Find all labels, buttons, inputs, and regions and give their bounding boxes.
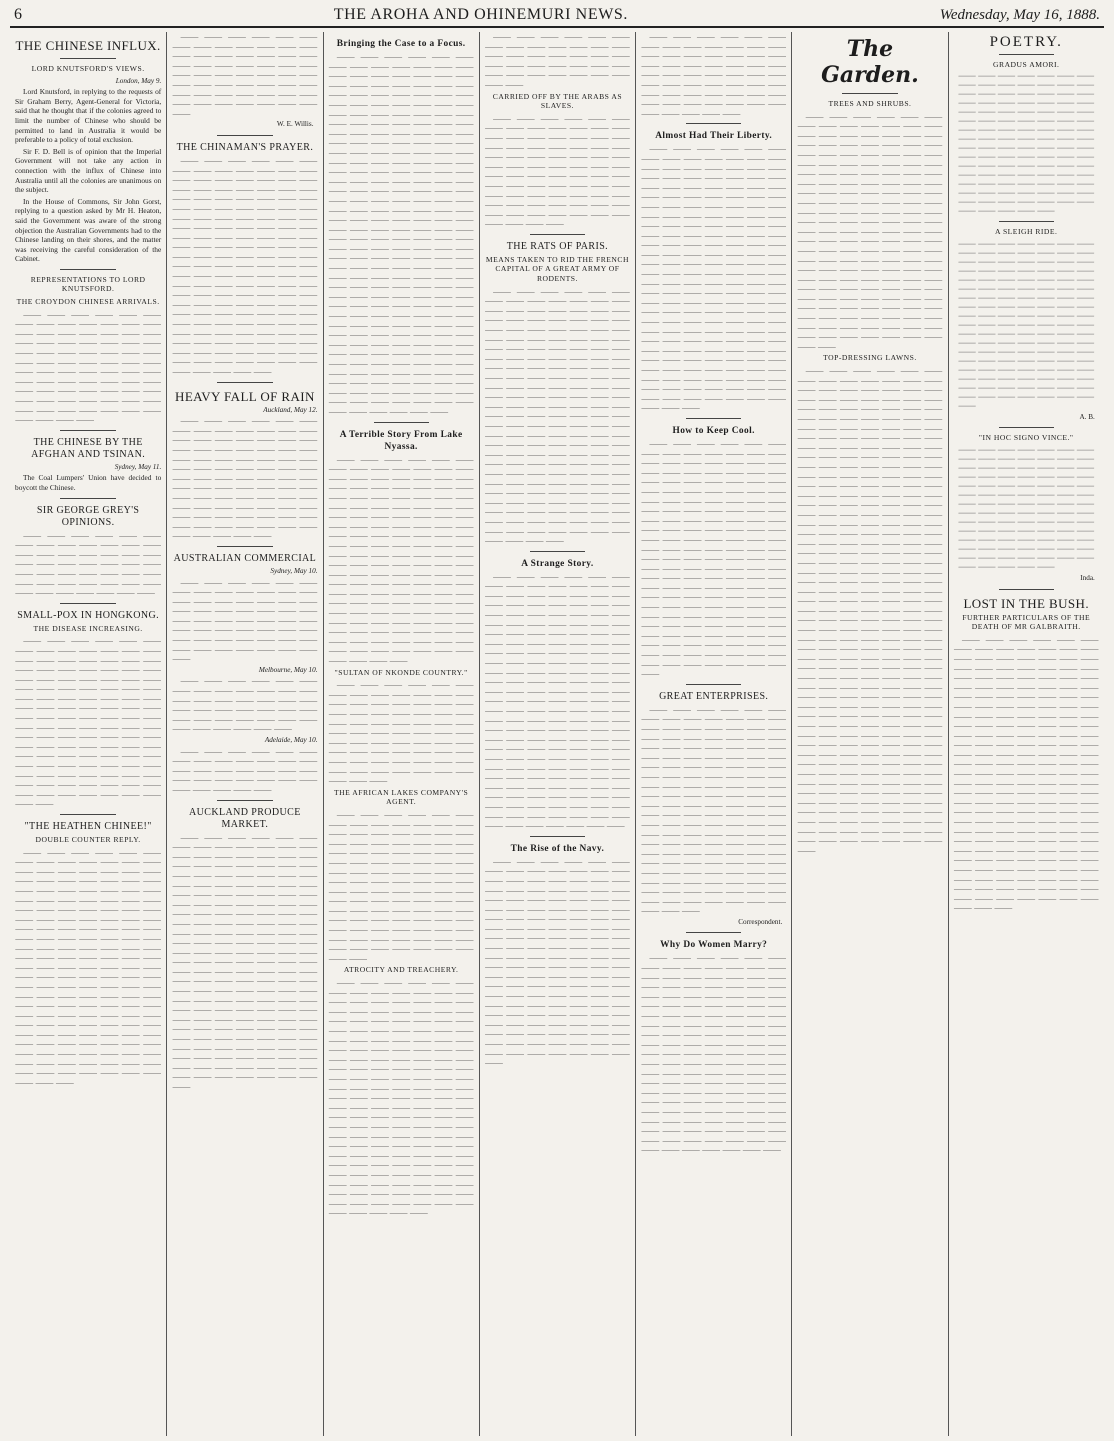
divider: [842, 93, 897, 94]
divider: [217, 382, 272, 383]
article-paragraph: ⸻ ⸻ ⸻ ⸻ ⸻ ⸻ ⸻ ⸻ ⸻ ⸻ ⸻ ⸻ ⸻ ⸻ ⸻ ⸻ ⸻ ⸻ ⸻ ⸻ ⸻ ⸻ ⸻ ⸻ ⸻ ⸻ ⸻ ⸻ ⸻ ⸻ ⸻ ⸻ ⸻ ⸻ ⸻ ⸻ ⸻ ⸻ ⸻ ⸻ ⸻ ⸻ ⸻ ⸻ ⸻ ⸻ ⸻ ⸻ ⸻ ⸻ ⸻ ⸻ ⸻ ⸻ ⸻ ⸻ ⸻ ⸻ ⸻ ⸻ ⸻ ⸻ ⸻ ⸻ ⸻ ⸻ ⸻ ⸻ ⸻ ⸻ ⸻ ⸻ ⸻ ⸻ ⸻ ⸻ ⸻ ⸻ ⸻ ⸻ ⸻ ⸻ ⸻ ⸻ ⸻ ⸻ ⸻ ⸻ ⸻ ⸻ ⸻ ⸻ ⸻ ⸻ ⸻ ⸻ ⸻ ⸻ ⸻ ⸻ ⸻ ⸻ ⸻ ⸻ ⸻ ⸻ ⸻ ⸻ ⸻ ⸻ ⸻ ⸻ ⸻ ⸻ ⸻ ⸻ ⸻ ⸻ ⸻ ⸻ ⸻ ⸻ ⸻ ⸻ ⸻ ⸻ ⸻ ⸻ ⸻ ⸻ ⸻ ⸻ ⸻ ⸻ ⸻ ⸻ ⸻ ⸻ ⸻ ⸻ ⸻ ⸻ ⸻ ⸻ ⸻ ⸻ ⸻ ⸻ ⸻ ⸻ ⸻ ⸻ ⸻ ⸻ ⸻ ⸻ ⸻ ⸻ ⸻ ⸻ ⸻ ⸻ ⸻ ⸻ ⸻ ⸻ ⸻ ⸻ ⸻ ⸻ ⸻ ⸻ ⸻ ⸻ ⸻ ⸻ ⸻ ⸻ ⸻ ⸻ ⸻ ⸻: [172, 832, 318, 1091]
section-title-garden: The Garden.: [821, 36, 919, 88]
column-4: [479, 32, 635, 1436]
poem-verse: ⸻ ⸻ ⸻ ⸻ ⸻ ⸻ ⸻ ⸻ ⸻ ⸻ ⸻ ⸻ ⸻ ⸻ ⸻ ⸻ ⸻ ⸻ ⸻ ⸻ ⸻ ⸻ ⸻ ⸻ ⸻ ⸻ ⸻ ⸻ ⸻ ⸻ ⸻ ⸻ ⸻ ⸻ ⸻ ⸻ ⸻ ⸻ ⸻ ⸻ ⸻ ⸻ ⸻ ⸻ ⸻ ⸻ ⸻ ⸻ ⸻ ⸻ ⸻ ⸻ ⸻ ⸻ ⸻ ⸻ ⸻ ⸻ ⸻ ⸻ ⸻ ⸻ ⸻ ⸻ ⸻ ⸻ ⸻ ⸻ ⸻ ⸻ ⸻ ⸻ ⸻ ⸻ ⸻ ⸻ ⸻ ⸻ ⸻ ⸻ ⸻ ⸻ ⸻ ⸻ ⸻ ⸻ ⸻ ⸻ ⸻ ⸻ ⸻ ⸻ ⸻ ⸻ ⸻ ⸻ ⸻ ⸻ ⸻ ⸻ ⸻ ⸻ ⸻ ⸻ ⸻ ⸻ ⸻ ⸻ ⸻ ⸻: [957, 72, 1094, 216]
divider: [60, 814, 116, 815]
divider: [60, 603, 116, 604]
headline-bringing-case: Bringing the Case to a Focus.: [336, 39, 466, 49]
headline-strange-story: A Strange Story.: [521, 558, 594, 569]
article-paragraph: ⸻ ⸻ ⸻ ⸻ ⸻ ⸻ ⸻ ⸻ ⸻ ⸻ ⸻ ⸻ ⸻ ⸻ ⸻ ⸻ ⸻ ⸻ ⸻ ⸻ ⸻ ⸻ ⸻ ⸻ ⸻ ⸻ ⸻ ⸻ ⸻ ⸻ ⸻ ⸻: [172, 746, 318, 794]
divider: [60, 498, 116, 499]
paper-title: THE AROHA AND OHINEMURI NEWS.: [333, 6, 629, 23]
poem-title-sleigh-ride: A SLEIGH RIDE.: [994, 227, 1058, 237]
poem-verse: ⸻ ⸻ ⸻ ⸻ ⸻ ⸻ ⸻ ⸻ ⸻ ⸻ ⸻ ⸻ ⸻ ⸻ ⸻ ⸻ ⸻ ⸻ ⸻ ⸻ ⸻ ⸻ ⸻ ⸻ ⸻ ⸻ ⸻ ⸻ ⸻ ⸻ ⸻ ⸻ ⸻ ⸻ ⸻ ⸻ ⸻ ⸻ ⸻ ⸻ ⸻ ⸻ ⸻ ⸻ ⸻ ⸻ ⸻ ⸻ ⸻ ⸻ ⸻ ⸻ ⸻ ⸻ ⸻ ⸻ ⸻ ⸻ ⸻ ⸻ ⸻ ⸻ ⸻ ⸻ ⸻ ⸻ ⸻ ⸻ ⸻ ⸻ ⸻ ⸻ ⸻ ⸻ ⸻ ⸻ ⸻ ⸻ ⸻ ⸻ ⸻ ⸻ ⸻ ⸻ ⸻ ⸻ ⸻ ⸻ ⸻ ⸻ ⸻ ⸻ ⸻ ⸻ ⸻ ⸻ ⸻ ⸻ ⸻ ⸻ ⸻ ⸻ ⸻ ⸻ ⸻ ⸻ ⸻ ⸻ ⸻ ⸻ ⸻ ⸻ ⸻ ⸻ ⸻ ⸻ ⸻ ⸻ ⸻ ⸻ ⸻ ⸻ ⸻ ⸻ ⸻ ⸻ ⸻: [957, 239, 1094, 410]
article-paragraph: ⸻ ⸻ ⸻ ⸻ ⸻ ⸻ ⸻ ⸻ ⸻ ⸻ ⸻ ⸻ ⸻ ⸻ ⸻ ⸻ ⸻ ⸻ ⸻ ⸻ ⸻ ⸻ ⸻ ⸻ ⸻ ⸻ ⸻ ⸻ ⸻ ⸻ ⸻ ⸻ ⸻ ⸻ ⸻ ⸻ ⸻ ⸻ ⸻ ⸻ ⸻ ⸻ ⸻ ⸻ ⸻ ⸻ ⸻ ⸻ ⸻ ⸻ ⸻ ⸻ ⸻ ⸻ ⸻ ⸻ ⸻ ⸻ ⸻ ⸻ ⸻ ⸻ ⸻ ⸻ ⸻ ⸻ ⸻ ⸻ ⸻ ⸻ ⸻ ⸻ ⸻ ⸻ ⸻ ⸻ ⸻ ⸻ ⸻ ⸻ ⸻ ⸻ ⸻ ⸻ ⸻ ⸻ ⸻ ⸻ ⸻ ⸻ ⸻ ⸻ ⸻ ⸻ ⸻ ⸻ ⸻ ⸻ ⸻ ⸻ ⸻ ⸻ ⸻ ⸻ ⸻ ⸻ ⸻ ⸻ ⸻ ⸻ ⸻ ⸻ ⸻ ⸻ ⸻ ⸻ ⸻ ⸻ ⸻ ⸻ ⸻ ⸻ ⸻ ⸻ ⸻ ⸻ ⸻ ⸻ ⸻ ⸻ ⸻ ⸻ ⸻ ⸻ ⸻ ⸻ ⸻ ⸻ ⸻ ⸻ ⸻ ⸻ ⸻ ⸻ ⸻ ⸻ ⸻: [484, 856, 631, 1068]
dateline: Adelaide, May 10.: [264, 736, 318, 744]
subheading-lakes-company: THE AFRICAN LAKES COMPANY'S AGENT.: [334, 787, 469, 807]
article-paragraph: ⸻ ⸻ ⸻ ⸻ ⸻ ⸻ ⸻ ⸻ ⸻ ⸻ ⸻ ⸻ ⸻ ⸻ ⸻ ⸻ ⸻ ⸻ ⸻ ⸻ ⸻ ⸻ ⸻ ⸻ ⸻ ⸻ ⸻ ⸻ ⸻ ⸻ ⸻ ⸻ ⸻ ⸻ ⸻ ⸻ ⸻ ⸻ ⸻ ⸻ ⸻ ⸻ ⸻ ⸻ ⸻ ⸻ ⸻ ⸻ ⸻ ⸻ ⸻ ⸻ ⸻ ⸻ ⸻ ⸻ ⸻ ⸻ ⸻ ⸻ ⸻ ⸻ ⸻ ⸻ ⸻ ⸻ ⸻ ⸻ ⸻ ⸻ ⸻ ⸻ ⸻ ⸻ ⸻ ⸻ ⸻ ⸻ ⸻ ⸻: [484, 113, 631, 229]
headline-chinese-influx: THE CHINESE INFLUX.: [15, 38, 161, 53]
article-paragraph: ⸻ ⸻ ⸻ ⸻ ⸻ ⸻ ⸻ ⸻ ⸻ ⸻ ⸻ ⸻ ⸻ ⸻ ⸻ ⸻ ⸻ ⸻ ⸻ ⸻ ⸻ ⸻ ⸻ ⸻ ⸻ ⸻ ⸻ ⸻ ⸻ ⸻ ⸻ ⸻ ⸻ ⸻ ⸻ ⸻ ⸻ ⸻ ⸻ ⸻ ⸻ ⸻ ⸻ ⸻ ⸻ ⸻ ⸻ ⸻ ⸻ ⸻ ⸻ ⸻ ⸻ ⸻ ⸻ ⸻: [172, 577, 318, 664]
article-paragraph: ⸻ ⸻ ⸻ ⸻ ⸻ ⸻ ⸻ ⸻ ⸻ ⸻ ⸻ ⸻ ⸻ ⸻ ⸻ ⸻ ⸻ ⸻ ⸻ ⸻ ⸻ ⸻ ⸻ ⸻ ⸻ ⸻ ⸻ ⸻ ⸻ ⸻ ⸻ ⸻ ⸻ ⸻ ⸻ ⸻ ⸻ ⸻ ⸻ ⸻ ⸻ ⸻ ⸻ ⸻ ⸻ ⸻ ⸻ ⸻ ⸻ ⸻ ⸻ ⸻ ⸻ ⸻ ⸻ ⸻ ⸻ ⸻ ⸻ ⸻ ⸻ ⸻ ⸻ ⸻ ⸻ ⸻ ⸻ ⸻ ⸻ ⸻ ⸻ ⸻ ⸻ ⸻ ⸻ ⸻ ⸻ ⸻ ⸻ ⸻: [15, 309, 162, 425]
headline-women-marry: Why Do Women Marry?: [660, 940, 768, 951]
divider: [686, 418, 741, 419]
article-paragraph: ⸻ ⸻ ⸻ ⸻ ⸻ ⸻ ⸻ ⸻ ⸻ ⸻ ⸻ ⸻ ⸻ ⸻ ⸻ ⸻ ⸻ ⸻ ⸻ ⸻ ⸻ ⸻ ⸻ ⸻ ⸻ ⸻ ⸻ ⸻ ⸻ ⸻ ⸻ ⸻ ⸻ ⸻ ⸻ ⸻ ⸻ ⸻ ⸻ ⸻ ⸻ ⸻ ⸻ ⸻ ⸻ ⸻ ⸻ ⸻ ⸻ ⸻ ⸻ ⸻ ⸻ ⸻ ⸻ ⸻ ⸻ ⸻ ⸻ ⸻ ⸻ ⸻ ⸻ ⸻ ⸻ ⸻ ⸻ ⸻ ⸻ ⸻ ⸻ ⸻ ⸻ ⸻ ⸻ ⸻ ⸻ ⸻ ⸻ ⸻ ⸻ ⸻ ⸻ ⸻ ⸻ ⸻ ⸻ ⸻ ⸻ ⸻ ⸻ ⸻ ⸻ ⸻ ⸻ ⸻ ⸻ ⸻ ⸻ ⸻ ⸻ ⸻ ⸻ ⸻ ⸻ ⸻ ⸻ ⸻ ⸻ ⸻ ⸻ ⸻ ⸻ ⸻ ⸻ ⸻ ⸻ ⸻ ⸻ ⸻ ⸻ ⸻ ⸻ ⸻ ⸻ ⸻ ⸻ ⸻ ⸻ ⸻ ⸻ ⸻ ⸻ ⸻ ⸻ ⸻ ⸻ ⸻ ⸻ ⸻ ⸻ ⸻ ⸻ ⸻ ⸻ ⸻ ⸻ ⸻ ⸻ ⸻ ⸻ ⸻ ⸻ ⸻ ⸻ ⸻ ⸻ ⸻ ⸻ ⸻ ⸻ ⸻ ⸻ ⸻ ⸻ ⸻ ⸻ ⸻ ⸻ ⸻: [15, 847, 162, 1087]
signature: Inda.: [1080, 573, 1095, 582]
article-paragraph: ⸻ ⸻ ⸻ ⸻ ⸻ ⸻ ⸻ ⸻ ⸻ ⸻ ⸻ ⸻ ⸻ ⸻ ⸻ ⸻ ⸻ ⸻ ⸻ ⸻ ⸻ ⸻ ⸻ ⸻ ⸻ ⸻ ⸻ ⸻ ⸻ ⸻ ⸻ ⸻ ⸻ ⸻ ⸻ ⸻ ⸻ ⸻ ⸻ ⸻ ⸻ ⸻ ⸻ ⸻ ⸻ ⸻ ⸻ ⸻ ⸻ ⸻ ⸻ ⸻ ⸻ ⸻ ⸻ ⸻ ⸻ ⸻ ⸻ ⸻ ⸻ ⸻ ⸻ ⸻ ⸻ ⸻ ⸻ ⸻ ⸻ ⸻ ⸻ ⸻ ⸻ ⸻ ⸻ ⸻ ⸻ ⸻ ⸻ ⸻ ⸻ ⸻ ⸻ ⸻ ⸻ ⸻ ⸻ ⸻ ⸻ ⸻ ⸻ ⸻ ⸻ ⸻ ⸻ ⸻ ⸻ ⸻ ⸻ ⸻ ⸻ ⸻ ⸻ ⸻ ⸻ ⸻ ⸻ ⸻ ⸻ ⸻ ⸻ ⸻ ⸻ ⸻ ⸻ ⸻ ⸻ ⸻ ⸻ ⸻ ⸻ ⸻ ⸻ ⸻ ⸻ ⸻ ⸻ ⸻ ⸻ ⸻ ⸻ ⸻ ⸻ ⸻ ⸻ ⸻ ⸻ ⸻ ⸻ ⸻ ⸻ ⸻ ⸻ ⸻ ⸻ ⸻ ⸻ ⸻ ⸻: [641, 704, 787, 916]
article-paragraph: ⸻ ⸻ ⸻ ⸻ ⸻ ⸻ ⸻ ⸻ ⸻ ⸻ ⸻ ⸻ ⸻ ⸻ ⸻ ⸻ ⸻ ⸻ ⸻ ⸻ ⸻ ⸻ ⸻ ⸻ ⸻ ⸻ ⸻ ⸻ ⸻ ⸻ ⸻ ⸻ ⸻ ⸻ ⸻ ⸻ ⸻ ⸻ ⸻ ⸻: [172, 676, 318, 734]
dateline: Auckland, May 12.: [263, 405, 318, 414]
headline-rats-of-paris: THE RATS OF PARIS.: [506, 240, 609, 252]
subheading-atrocity: ATROCITY AND TREACHERY.: [343, 965, 459, 975]
article-paragraph: ⸻ ⸻ ⸻ ⸻ ⸻ ⸻ ⸻ ⸻ ⸻ ⸻ ⸻ ⸻ ⸻ ⸻ ⸻ ⸻ ⸻ ⸻ ⸻ ⸻ ⸻ ⸻ ⸻ ⸻ ⸻ ⸻ ⸻ ⸻ ⸻ ⸻ ⸻ ⸻ ⸻ ⸻ ⸻ ⸻ ⸻ ⸻ ⸻ ⸻ ⸻ ⸻ ⸻ ⸻ ⸻ ⸻ ⸻ ⸻ ⸻ ⸻ ⸻ ⸻ ⸻ ⸻ ⸻ ⸻ ⸻ ⸻ ⸻ ⸻ ⸻ ⸻ ⸻ ⸻ ⸻ ⸻ ⸻ ⸻ ⸻ ⸻ ⸻ ⸻ ⸻ ⸻ ⸻ ⸻ ⸻ ⸻ ⸻ ⸻ ⸻ ⸻ ⸻ ⸻ ⸻ ⸻ ⸻ ⸻ ⸻ ⸻ ⸻ ⸻ ⸻ ⸻ ⸻ ⸻ ⸻ ⸻ ⸻ ⸻ ⸻ ⸻ ⸻ ⸻ ⸻ ⸻ ⸻ ⸻ ⸻ ⸻ ⸻ ⸻ ⸻ ⸻ ⸻ ⸻ ⸻ ⸻ ⸻ ⸻ ⸻ ⸻ ⸻ ⸻ ⸻ ⸻ ⸻ ⸻ ⸻ ⸻ ⸻ ⸻ ⸻ ⸻ ⸻ ⸻ ⸻ ⸻ ⸻ ⸻ ⸻ ⸻ ⸻ ⸻ ⸻ ⸻ ⸻ ⸻ ⸻ ⸻ ⸻ ⸻ ⸻ ⸻ ⸻ ⸻ ⸻ ⸻ ⸻ ⸻ ⸻ ⸻ ⸻ ⸻ ⸻ ⸻ ⸻ ⸻ ⸻ ⸻ ⸻ ⸻ ⸻ ⸻ ⸻ ⸻ ⸻ ⸻ ⸻ ⸻ ⸻ ⸻ ⸻ ⸻ ⸻: [484, 286, 631, 546]
article-paragraph: ⸻ ⸻ ⸻ ⸻ ⸻ ⸻ ⸻ ⸻ ⸻ ⸻ ⸻ ⸻ ⸻ ⸻ ⸻ ⸻ ⸻ ⸻ ⸻ ⸻ ⸻ ⸻ ⸻ ⸻ ⸻ ⸻ ⸻ ⸻ ⸻ ⸻ ⸻ ⸻ ⸻ ⸻ ⸻ ⸻ ⸻ ⸻ ⸻ ⸻ ⸻ ⸻ ⸻ ⸻ ⸻ ⸻ ⸻ ⸻ ⸻ ⸻ ⸻ ⸻ ⸻ ⸻ ⸻ ⸻ ⸻ ⸻ ⸻ ⸻ ⸻ ⸻ ⸻ ⸻ ⸻ ⸻ ⸻ ⸻ ⸻ ⸻ ⸻ ⸻ ⸻ ⸻ ⸻ ⸻ ⸻ ⸻ ⸻ ⸻ ⸻ ⸻ ⸻ ⸻ ⸻ ⸻ ⸻ ⸻ ⸻ ⸻ ⸻ ⸻ ⸻ ⸻ ⸻ ⸻ ⸻ ⸻ ⸻ ⸻ ⸻ ⸻ ⸻ ⸻ ⸻ ⸻ ⸻ ⸻ ⸻ ⸻ ⸻ ⸻ ⸻ ⸻ ⸻ ⸻ ⸻ ⸻ ⸻ ⸻ ⸻ ⸻ ⸻ ⸻ ⸻ ⸻ ⸻ ⸻ ⸻ ⸻ ⸻ ⸻ ⸻ ⸻ ⸻ ⸻ ⸻ ⸻ ⸻ ⸻ ⸻ ⸻ ⸻ ⸻ ⸻ ⸻ ⸻ ⸻ ⸻ ⸻ ⸻ ⸻ ⸻ ⸻ ⸻ ⸻ ⸻ ⸻ ⸻ ⸻ ⸻ ⸻ ⸻ ⸻ ⸻ ⸻ ⸻ ⸻: [641, 438, 787, 679]
headline-chinaman-prayer: THE CHINAMAN'S PRAYER.: [176, 141, 314, 153]
subheading-counter-reply: DOUBLE COUNTER REPLY.: [35, 835, 141, 844]
divider: [530, 551, 585, 552]
subheading-croydon: THE CROYDON CHINESE ARRIVALS.: [16, 297, 160, 307]
subheading-galbraith: FURTHER PARTICULARS OF THE DEATH OF MR GALBRAITH.: [962, 612, 1091, 632]
article-paragraph: ⸻ ⸻ ⸻ ⸻ ⸻ ⸻ ⸻ ⸻ ⸻ ⸻ ⸻ ⸻ ⸻ ⸻ ⸻ ⸻ ⸻ ⸻ ⸻ ⸻ ⸻ ⸻ ⸻ ⸻ ⸻ ⸻ ⸻ ⸻ ⸻ ⸻ ⸻ ⸻ ⸻ ⸻ ⸻ ⸻: [484, 32, 631, 89]
poem-verse: ⸻ ⸻ ⸻ ⸻ ⸻ ⸻ ⸻ ⸻ ⸻ ⸻ ⸻ ⸻ ⸻ ⸻ ⸻ ⸻ ⸻ ⸻ ⸻ ⸻ ⸻ ⸻ ⸻ ⸻ ⸻ ⸻ ⸻ ⸻ ⸻ ⸻ ⸻ ⸻ ⸻ ⸻ ⸻ ⸻ ⸻ ⸻ ⸻ ⸻ ⸻ ⸻ ⸻ ⸻ ⸻ ⸻ ⸻ ⸻ ⸻ ⸻ ⸻ ⸻ ⸻ ⸻ ⸻ ⸻ ⸻ ⸻ ⸻ ⸻ ⸻ ⸻ ⸻ ⸻ ⸻ ⸻ ⸻ ⸻ ⸻ ⸻ ⸻ ⸻ ⸻ ⸻ ⸻ ⸻ ⸻ ⸻ ⸻ ⸻ ⸻ ⸻ ⸻ ⸻ ⸻ ⸻ ⸻ ⸻ ⸻ ⸻ ⸻ ⸻ ⸻ ⸻ ⸻ ⸻: [957, 445, 1094, 571]
subheading-top-dressing: TOP-DRESSING LAWNS.: [823, 353, 917, 363]
article-paragraph: ⸻ ⸻ ⸻ ⸻ ⸻ ⸻ ⸻ ⸻ ⸻ ⸻ ⸻ ⸻ ⸻ ⸻ ⸻ ⸻ ⸻ ⸻ ⸻ ⸻ ⸻ ⸻ ⸻ ⸻ ⸻ ⸻ ⸻ ⸻ ⸻ ⸻ ⸻ ⸻ ⸻ ⸻ ⸻ ⸻ ⸻ ⸻ ⸻ ⸻ ⸻ ⸻ ⸻ ⸻ ⸻ ⸻ ⸻ ⸻: [15, 530, 162, 598]
divider: [686, 123, 741, 124]
divider: [999, 54, 1054, 55]
article-paragraph: ⸻ ⸻ ⸻ ⸻ ⸻ ⸻ ⸻ ⸻ ⸻ ⸻ ⸻ ⸻ ⸻ ⸻ ⸻ ⸻ ⸻ ⸻ ⸻ ⸻ ⸻ ⸻ ⸻ ⸻ ⸻ ⸻ ⸻ ⸻ ⸻ ⸻ ⸻ ⸻ ⸻ ⸻ ⸻ ⸻ ⸻ ⸻ ⸻ ⸻ ⸻ ⸻ ⸻ ⸻ ⸻ ⸻ ⸻ ⸻ ⸻ ⸻ ⸻ ⸻ ⸻ ⸻ ⸻ ⸻ ⸻ ⸻ ⸻ ⸻ ⸻ ⸻ ⸻ ⸻ ⸻ ⸻ ⸻ ⸻ ⸻ ⸻ ⸻ ⸻ ⸻ ⸻ ⸻ ⸻ ⸻ ⸻ ⸻ ⸻ ⸻ ⸻ ⸻ ⸻ ⸻ ⸻ ⸻ ⸻ ⸻ ⸻ ⸻ ⸻ ⸻ ⸻ ⸻ ⸻ ⸻ ⸻ ⸻ ⸻ ⸻ ⸻ ⸻ ⸻ ⸻ ⸻ ⸻ ⸻ ⸻ ⸻ ⸻ ⸻ ⸻ ⸻ ⸻ ⸻ ⸻ ⸻ ⸻ ⸻ ⸻ ⸻ ⸻ ⸻ ⸻ ⸻ ⸻ ⸻ ⸻ ⸻ ⸻ ⸻ ⸻ ⸻ ⸻ ⸻ ⸻ ⸻ ⸻ ⸻ ⸻ ⸻ ⸻ ⸻ ⸻ ⸻ ⸻ ⸻ ⸻ ⸻ ⸻ ⸻ ⸻ ⸻ ⸻ ⸻ ⸻ ⸻ ⸻ ⸻ ⸻ ⸻ ⸻ ⸻ ⸻ ⸻ ⸻ ⸻ ⸻: [797, 111, 943, 351]
article-paragraph: ⸻ ⸻ ⸻ ⸻ ⸻ ⸻ ⸻ ⸻ ⸻ ⸻ ⸻ ⸻ ⸻ ⸻ ⸻ ⸻ ⸻ ⸻ ⸻ ⸻ ⸻ ⸻ ⸻ ⸻ ⸻ ⸻ ⸻ ⸻ ⸻ ⸻ ⸻ ⸻ ⸻ ⸻ ⸻ ⸻ ⸻ ⸻ ⸻ ⸻ ⸻ ⸻ ⸻ ⸻ ⸻ ⸻ ⸻ ⸻ ⸻ ⸻ ⸻ ⸻ ⸻ ⸻ ⸻ ⸻ ⸻ ⸻ ⸻ ⸻ ⸻ ⸻ ⸻ ⸻ ⸻ ⸻ ⸻ ⸻ ⸻ ⸻ ⸻ ⸻ ⸻ ⸻ ⸻ ⸻ ⸻ ⸻ ⸻ ⸻ ⸻ ⸻ ⸻ ⸻ ⸻ ⸻ ⸻ ⸻ ⸻ ⸻ ⸻ ⸻ ⸻ ⸻ ⸻ ⸻ ⸻ ⸻ ⸻ ⸻ ⸻ ⸻ ⸻ ⸻ ⸻ ⸻ ⸻ ⸻ ⸻ ⸻ ⸻ ⸻ ⸻ ⸻ ⸻ ⸻ ⸻ ⸻ ⸻ ⸻ ⸻ ⸻ ⸻ ⸻ ⸻ ⸻ ⸻ ⸻ ⸻ ⸻ ⸻ ⸻ ⸻ ⸻ ⸻ ⸻ ⸻ ⸻ ⸻ ⸻ ⸻ ⸻ ⸻ ⸻ ⸻ ⸻ ⸻ ⸻ ⸻ ⸻ ⸻ ⸻ ⸻ ⸻ ⸻ ⸻ ⸻ ⸻ ⸻ ⸻ ⸻ ⸻ ⸻ ⸻ ⸻ ⸻ ⸻ ⸻ ⸻ ⸻ ⸻ ⸻ ⸻ ⸻ ⸻ ⸻ ⸻ ⸻ ⸻ ⸻ ⸻ ⸻ ⸻ ⸻ ⸻ ⸻ ⸻ ⸻ ⸻ ⸻ ⸻ ⸻ ⸻ ⸻ ⸻ ⸻ ⸻ ⸻: [953, 634, 1099, 913]
subheading-trees-shrubs: TREES AND SHRUBS.: [828, 99, 912, 108]
columns: [10, 32, 1104, 1436]
dateline: Sydney, May 10.: [270, 566, 318, 575]
dateline: London, May 9.: [115, 76, 162, 85]
divider: [217, 135, 272, 136]
article-paragraph: ⸻ ⸻ ⸻ ⸻ ⸻ ⸻ ⸻ ⸻ ⸻ ⸻ ⸻ ⸻ ⸻ ⸻ ⸻ ⸻ ⸻ ⸻ ⸻ ⸻ ⸻ ⸻ ⸻ ⸻ ⸻ ⸻ ⸻ ⸻ ⸻ ⸻ ⸻ ⸻ ⸻ ⸻ ⸻ ⸻ ⸻ ⸻ ⸻ ⸻ ⸻ ⸻ ⸻ ⸻ ⸻ ⸻ ⸻ ⸻ ⸻ ⸻ ⸻ ⸻ ⸻ ⸻ ⸻ ⸻ ⸻ ⸻ ⸻ ⸻ ⸻ ⸻ ⸻ ⸻ ⸻ ⸻ ⸻ ⸻ ⸻ ⸻ ⸻ ⸻ ⸻ ⸻ ⸻ ⸻ ⸻ ⸻ ⸻ ⸻ ⸻ ⸻ ⸻ ⸻ ⸻ ⸻ ⸻ ⸻ ⸻ ⸻ ⸻ ⸻ ⸻ ⸻ ⸻ ⸻ ⸻ ⸻ ⸻ ⸻ ⸻ ⸻ ⸻ ⸻ ⸻ ⸻ ⸻ ⸻ ⸻ ⸻ ⸻ ⸻ ⸻ ⸻ ⸻ ⸻ ⸻ ⸻ ⸻ ⸻ ⸻ ⸻ ⸻ ⸻ ⸻ ⸻ ⸻ ⸻ ⸻ ⸻ ⸻ ⸻ ⸻ ⸻ ⸻ ⸻ ⸻ ⸻ ⸻ ⸻ ⸻ ⸻ ⸻ ⸻ ⸻ ⸻: [641, 953, 787, 1155]
subheading-representations: REPRESENTATIONS TO LORD KNUTSFORD.: [30, 274, 146, 294]
issue-date: Wednesday, May 16, 1888.: [939, 7, 1100, 23]
signature: A. B.: [1079, 412, 1095, 421]
poem-title-gradus-amori: GRADUS AMORI.: [993, 59, 1060, 69]
headline-great-enterprises: GREAT ENTERPRISES.: [659, 690, 769, 702]
signature: Correspondent.: [738, 917, 783, 926]
divider: [217, 546, 272, 547]
subheading-carried-off: CARRIED OFF BY THE ARABS AS SLAVES.: [492, 91, 623, 111]
article-paragraph: ⸻ ⸻ ⸻ ⸻ ⸻ ⸻ ⸻ ⸻ ⸻ ⸻ ⸻ ⸻ ⸻ ⸻ ⸻ ⸻ ⸻ ⸻ ⸻ ⸻ ⸻ ⸻ ⸻ ⸻ ⸻ ⸻ ⸻ ⸻ ⸻ ⸻ ⸻ ⸻ ⸻ ⸻ ⸻ ⸻ ⸻ ⸻ ⸻ ⸻ ⸻ ⸻ ⸻ ⸻ ⸻ ⸻ ⸻ ⸻ ⸻ ⸻ ⸻ ⸻ ⸻ ⸻ ⸻ ⸻ ⸻ ⸻ ⸻ ⸻ ⸻ ⸻ ⸻ ⸻ ⸻ ⸻ ⸻ ⸻ ⸻ ⸻ ⸻ ⸻ ⸻ ⸻ ⸻ ⸻ ⸻ ⸻ ⸻ ⸻ ⸻ ⸻ ⸻ ⸻ ⸻ ⸻ ⸻ ⸻ ⸻ ⸻ ⸻ ⸻ ⸻ ⸻ ⸻ ⸻ ⸻ ⸻ ⸻ ⸻ ⸻ ⸻ ⸻ ⸻ ⸻ ⸻: [328, 809, 474, 963]
headline-almost-liberty: Almost Had Their Liberty.: [655, 131, 773, 142]
headline-heathen-chinee: "THE HEATHEN CHINEE!": [24, 821, 152, 832]
dateline: Melbourne, May 10.: [258, 665, 318, 674]
column-7: [948, 32, 1104, 1436]
headline-keep-cool: How to Keep Cool.: [672, 425, 755, 436]
article-paragraph: ⸻ ⸻ ⸻ ⸻ ⸻ ⸻ ⸻ ⸻ ⸻ ⸻ ⸻ ⸻ ⸻ ⸻ ⸻ ⸻ ⸻ ⸻ ⸻ ⸻ ⸻ ⸻ ⸻ ⸻ ⸻ ⸻ ⸻ ⸻ ⸻ ⸻ ⸻ ⸻ ⸻ ⸻ ⸻ ⸻ ⸻ ⸻ ⸻ ⸻ ⸻ ⸻ ⸻ ⸻ ⸻ ⸻ ⸻ ⸻ ⸻ ⸻ ⸻ ⸻ ⸻ ⸻ ⸻ ⸻ ⸻ ⸻ ⸻ ⸻ ⸻ ⸻ ⸻ ⸻ ⸻ ⸻ ⸻ ⸻ ⸻ ⸻ ⸻ ⸻ ⸻ ⸻ ⸻ ⸻ ⸻ ⸻ ⸻ ⸻ ⸻ ⸻ ⸻ ⸻ ⸻ ⸻ ⸻ ⸻ ⸻ ⸻ ⸻ ⸻ ⸻ ⸻ ⸻ ⸻ ⸻ ⸻ ⸻ ⸻ ⸻ ⸻ ⸻ ⸻ ⸻ ⸻ ⸻ ⸻ ⸻ ⸻ ⸻ ⸻ ⸻ ⸻ ⸻ ⸻ ⸻ ⸻ ⸻ ⸻ ⸻ ⸻ ⸻ ⸻ ⸻ ⸻ ⸻ ⸻ ⸻ ⸻ ⸻ ⸻ ⸻ ⸻ ⸻ ⸻ ⸻ ⸻ ⸻ ⸻ ⸻ ⸻ ⸻ ⸻ ⸻ ⸻ ⸻ ⸻ ⸻ ⸻ ⸻ ⸻ ⸻ ⸻ ⸻ ⸻ ⸻ ⸻: [172, 155, 318, 376]
article-paragraph: The Coal Lumpers' Union have decided to boycott the Chinese.: [15, 473, 162, 492]
headline-sir-george-grey: SIR GEORGE GREY'S OPINIONS.: [36, 504, 140, 528]
column-3: [323, 32, 479, 1436]
divider: [686, 684, 741, 685]
divider: [60, 430, 116, 431]
divider: [999, 221, 1054, 222]
headline-produce-market: AUCKLAND PRODUCE MARKET.: [189, 806, 301, 830]
divider: [217, 800, 272, 801]
divider: [686, 932, 741, 933]
divider: [530, 836, 585, 837]
section-title-poetry: POETRY.: [989, 34, 1063, 50]
headline-australian-commercial: AUSTRALIAN COMMERCIAL: [173, 552, 317, 564]
divider: [530, 234, 585, 235]
subheading-rodents: MEANS TAKEN TO RID THE FRENCH CAPITAL OF A GREAT ARMY OF RODENTS.: [485, 254, 629, 284]
article-paragraph: ⸻ ⸻ ⸻ ⸻ ⸻ ⸻ ⸻ ⸻ ⸻ ⸻ ⸻ ⸻ ⸻ ⸻ ⸻ ⸻ ⸻ ⸻ ⸻ ⸻ ⸻ ⸻ ⸻ ⸻ ⸻ ⸻ ⸻ ⸻ ⸻ ⸻ ⸻ ⸻ ⸻ ⸻ ⸻ ⸻ ⸻ ⸻ ⸻ ⸻ ⸻ ⸻ ⸻ ⸻ ⸻ ⸻ ⸻ ⸻ ⸻ ⸻ ⸻ ⸻ ⸻ ⸻ ⸻ ⸻ ⸻ ⸻ ⸻ ⸻ ⸻ ⸻ ⸻ ⸻ ⸻ ⸻ ⸻ ⸻ ⸻ ⸻ ⸻ ⸻ ⸻ ⸻ ⸻ ⸻ ⸻ ⸻ ⸻ ⸻ ⸻ ⸻ ⸻ ⸻ ⸻ ⸻ ⸻ ⸻ ⸻ ⸻ ⸻ ⸻ ⸻ ⸻ ⸻ ⸻ ⸻ ⸻ ⸻ ⸻ ⸻ ⸻ ⸻ ⸻ ⸻ ⸻ ⸻ ⸻ ⸻ ⸻ ⸻ ⸻ ⸻ ⸻ ⸻ ⸻ ⸻ ⸻ ⸻ ⸻: [15, 636, 162, 809]
subheading-lord-knutsford: LORD KNUTSFORD'S VIEWS.: [31, 64, 145, 73]
article-paragraph: ⸻ ⸻ ⸻ ⸻ ⸻ ⸻ ⸻ ⸻ ⸻ ⸻ ⸻ ⸻ ⸻ ⸻ ⸻ ⸻ ⸻ ⸻ ⸻ ⸻ ⸻ ⸻ ⸻ ⸻ ⸻ ⸻ ⸻ ⸻ ⸻ ⸻ ⸻ ⸻ ⸻ ⸻ ⸻ ⸻ ⸻ ⸻ ⸻ ⸻ ⸻ ⸻ ⸻ ⸻ ⸻ ⸻ ⸻ ⸻ ⸻ ⸻ ⸻ ⸻ ⸻ ⸻ ⸻ ⸻ ⸻ ⸻ ⸻ ⸻ ⸻ ⸻ ⸻ ⸻ ⸻ ⸻ ⸻ ⸻ ⸻ ⸻ ⸻ ⸻ ⸻ ⸻ ⸻ ⸻ ⸻ ⸻ ⸻ ⸻ ⸻ ⸻ ⸻ ⸻ ⸻ ⸻ ⸻ ⸻ ⸻ ⸻ ⸻ ⸻ ⸻ ⸻ ⸻ ⸻ ⸻ ⸻ ⸻ ⸻ ⸻ ⸻ ⸻ ⸻ ⸻ ⸻ ⸻ ⸻ ⸻ ⸻ ⸻ ⸻ ⸻ ⸻ ⸻ ⸻ ⸻ ⸻ ⸻ ⸻ ⸻ ⸻ ⸻ ⸻ ⸻ ⸻ ⸻ ⸻ ⸻ ⸻ ⸻ ⸻ ⸻ ⸻ ⸻ ⸻ ⸻ ⸻ ⸻ ⸻ ⸻ ⸻ ⸻ ⸻ ⸻ ⸻ ⸻ ⸻ ⸻ ⸻ ⸻ ⸻ ⸻ ⸻ ⸻ ⸻ ⸻ ⸻ ⸻ ⸻ ⸻ ⸻ ⸻ ⸻ ⸻ ⸻ ⸻ ⸻ ⸻ ⸻ ⸻ ⸻: [328, 978, 474, 1218]
headline-lake-nyassa: A Terrible Story From Lake Nyassa.: [339, 429, 463, 452]
divider: [374, 422, 429, 423]
article-paragraph: ⸻ ⸻ ⸻ ⸻ ⸻ ⸻ ⸻ ⸻ ⸻ ⸻ ⸻ ⸻ ⸻ ⸻ ⸻ ⸻ ⸻ ⸻ ⸻ ⸻ ⸻ ⸻ ⸻ ⸻ ⸻ ⸻ ⸻ ⸻ ⸻ ⸻ ⸻ ⸻ ⸻ ⸻ ⸻ ⸻ ⸻ ⸻ ⸻ ⸻ ⸻ ⸻ ⸻ ⸻ ⸻ ⸻ ⸻ ⸻ ⸻ ⸻ ⸻ ⸻ ⸻ ⸻ ⸻ ⸻ ⸻ ⸻ ⸻ ⸻ ⸻ ⸻ ⸻ ⸻ ⸻ ⸻ ⸻ ⸻ ⸻ ⸻ ⸻ ⸻ ⸻ ⸻ ⸻ ⸻ ⸻ ⸻ ⸻ ⸻ ⸻ ⸻ ⸻ ⸻ ⸻ ⸻ ⸻ ⸻ ⸻ ⸻ ⸻ ⸻ ⸻ ⸻ ⸻ ⸻ ⸻ ⸻ ⸻ ⸻ ⸻ ⸻ ⸻ ⸻ ⸻ ⸻ ⸻ ⸻ ⸻ ⸻ ⸻ ⸻ ⸻ ⸻ ⸻ ⸻ ⸻ ⸻ ⸻ ⸻ ⸻ ⸻ ⸻ ⸻ ⸻ ⸻ ⸻ ⸻ ⸻ ⸻ ⸻ ⸻ ⸻ ⸻ ⸻ ⸻ ⸻ ⸻ ⸻ ⸻ ⸻ ⸻ ⸻ ⸻ ⸻ ⸻ ⸻ ⸻ ⸻ ⸻ ⸻ ⸻ ⸻ ⸻ ⸻ ⸻ ⸻ ⸻ ⸻ ⸻ ⸻ ⸻ ⸻ ⸻ ⸻ ⸻ ⸻ ⸻ ⸻ ⸻ ⸻ ⸻ ⸻ ⸻ ⸻ ⸻ ⸻ ⸻ ⸻ ⸻ ⸻ ⸻ ⸻ ⸻ ⸻ ⸻ ⸻ ⸻ ⸻ ⸻ ⸻ ⸻ ⸻ ⸻ ⸻ ⸻ ⸻ ⸻ ⸻ ⸻ ⸻ ⸻ ⸻ ⸻ ⸻ ⸻ ⸻ ⸻ ⸻ ⸻ ⸻ ⸻ ⸻ ⸻ ⸻ ⸻ ⸻ ⸻ ⸻ ⸻ ⸻ ⸻ ⸻ ⸻ ⸻ ⸻ ⸻ ⸻ ⸻ ⸻ ⸻ ⸻ ⸻ ⸻ ⸻ ⸻ ⸻ ⸻ ⸻ ⸻ ⸻ ⸻ ⸻ ⸻ ⸻ ⸻ ⸻ ⸻ ⸻ ⸻ ⸻ ⸻ ⸻ ⸻ ⸻ ⸻ ⸻ ⸻ ⸻ ⸻ ⸻ ⸻ ⸻ ⸻ ⸻ ⸻ ⸻ ⸻ ⸻ ⸻ ⸻ ⸻ ⸻ ⸻ ⸻ ⸻ ⸻ ⸻ ⸻ ⸻ ⸻ ⸻ ⸻ ⸻ ⸻ ⸻ ⸻ ⸻ ⸻ ⸻ ⸻ ⸻ ⸻ ⸻ ⸻ ⸻ ⸻ ⸻ ⸻ ⸻ ⸻ ⸻ ⸻ ⸻ ⸻ ⸻ ⸻ ⸻ ⸻ ⸻ ⸻ ⸻ ⸻ ⸻ ⸻ ⸻ ⸻ ⸻ ⸻ ⸻ ⸻ ⸻ ⸻ ⸻ ⸻ ⸻ ⸻ ⸻ ⸻ ⸻ ⸻ ⸻ ⸻ ⸻ ⸻ ⸻ ⸻ ⸻ ⸻ ⸻ ⸻ ⸻ ⸻ ⸻ ⸻ ⸻ ⸻ ⸻ ⸻ ⸻: [797, 366, 943, 855]
headline-afghan-tsinan: THE CHINESE BY THE AFGHAN AND TSINAN.: [31, 436, 146, 460]
article-paragraph: Lord Knutsford, in replying to the requests of Sir Graham Berry, Agent-General for Victoria, said that he thought that if the colonies agreed to limit the number of Chinese who should be permitted to land in Australia it would be preferable to a policy of total exclusion.: [15, 87, 162, 145]
article-paragraph: ⸻ ⸻ ⸻ ⸻ ⸻ ⸻ ⸻ ⸻ ⸻ ⸻ ⸻ ⸻ ⸻ ⸻ ⸻ ⸻ ⸻ ⸻ ⸻ ⸻ ⸻ ⸻ ⸻ ⸻ ⸻ ⸻ ⸻ ⸻ ⸻ ⸻ ⸻ ⸻ ⸻ ⸻ ⸻ ⸻ ⸻ ⸻ ⸻ ⸻ ⸻ ⸻ ⸻ ⸻ ⸻ ⸻ ⸻ ⸻ ⸻ ⸻ ⸻ ⸻ ⸻ ⸻ ⸻ ⸻ ⸻ ⸻ ⸻ ⸻ ⸻ ⸻ ⸻ ⸻ ⸻ ⸻ ⸻ ⸻ ⸻ ⸻ ⸻ ⸻ ⸻ ⸻ ⸻ ⸻ ⸻ ⸻ ⸻ ⸻ ⸻ ⸻ ⸻ ⸻ ⸻ ⸻ ⸻ ⸻ ⸻ ⸻ ⸻ ⸻ ⸻ ⸻ ⸻ ⸻ ⸻ ⸻ ⸻ ⸻ ⸻ ⸻ ⸻ ⸻ ⸻ ⸻ ⸻ ⸻ ⸻ ⸻ ⸻ ⸻ ⸻ ⸻ ⸻ ⸻ ⸻ ⸻ ⸻ ⸻ ⸻ ⸻ ⸻ ⸻ ⸻ ⸻ ⸻ ⸻ ⸻ ⸻ ⸻ ⸻ ⸻ ⸻ ⸻ ⸻ ⸻ ⸻ ⸻ ⸻ ⸻ ⸻ ⸻ ⸻ ⸻ ⸻ ⸻ ⸻ ⸻ ⸻: [328, 454, 474, 666]
column-2: [166, 32, 322, 1436]
column-6: [791, 32, 947, 1436]
article-paragraph: ⸻ ⸻ ⸻ ⸻ ⸻ ⸻ ⸻ ⸻ ⸻ ⸻ ⸻ ⸻ ⸻ ⸻ ⸻ ⸻ ⸻ ⸻ ⸻ ⸻ ⸻ ⸻ ⸻ ⸻ ⸻ ⸻ ⸻ ⸻ ⸻ ⸻ ⸻ ⸻ ⸻ ⸻ ⸻ ⸻ ⸻ ⸻ ⸻ ⸻ ⸻ ⸻ ⸻ ⸻ ⸻ ⸻ ⸻ ⸻ ⸻ ⸻ ⸻ ⸻ ⸻ ⸻ ⸻ ⸻ ⸻ ⸻ ⸻ ⸻ ⸻ ⸻ ⸻ ⸻ ⸻ ⸻ ⸻ ⸻ ⸻ ⸻ ⸻ ⸻ ⸻ ⸻ ⸻ ⸻ ⸻ ⸻ ⸻ ⸻ ⸻ ⸻ ⸻ ⸻ ⸻ ⸻ ⸻ ⸻ ⸻ ⸻ ⸻ ⸻ ⸻ ⸻ ⸻ ⸻ ⸻ ⸻ ⸻ ⸻ ⸻ ⸻ ⸻ ⸻ ⸻ ⸻ ⸻ ⸻ ⸻ ⸻ ⸻ ⸻ ⸻ ⸻ ⸻ ⸻ ⸻ ⸻ ⸻ ⸻ ⸻ ⸻ ⸻ ⸻ ⸻ ⸻ ⸻ ⸻ ⸻ ⸻ ⸻ ⸻ ⸻ ⸻ ⸻ ⸻ ⸻ ⸻ ⸻ ⸻ ⸻ ⸻ ⸻ ⸻ ⸻ ⸻ ⸻ ⸻ ⸻ ⸻ ⸻ ⸻ ⸻ ⸻ ⸻ ⸻ ⸻ ⸻ ⸻ ⸻ ⸻ ⸻ ⸻ ⸻ ⸻ ⸻ ⸻ ⸻ ⸻ ⸻ ⸻ ⸻ ⸻ ⸻ ⸻ ⸻ ⸻ ⸻ ⸻ ⸻ ⸻ ⸻ ⸻ ⸻ ⸻ ⸻ ⸻ ⸻ ⸻ ⸻ ⸻: [641, 144, 787, 413]
masthead: [10, 6, 1104, 28]
column-1: [10, 32, 166, 1436]
article-paragraph: ⸻ ⸻ ⸻ ⸻ ⸻ ⸻ ⸻ ⸻ ⸻ ⸻ ⸻ ⸻ ⸻ ⸻ ⸻ ⸻ ⸻ ⸻ ⸻ ⸻ ⸻ ⸻ ⸻ ⸻ ⸻ ⸻ ⸻ ⸻ ⸻ ⸻ ⸻ ⸻ ⸻ ⸻ ⸻ ⸻ ⸻ ⸻ ⸻ ⸻ ⸻ ⸻ ⸻ ⸻ ⸻ ⸻ ⸻ ⸻ ⸻ ⸻ ⸻ ⸻ ⸻ ⸻ ⸻ ⸻ ⸻ ⸻ ⸻ ⸻ ⸻ ⸻ ⸻ ⸻ ⸻ ⸻ ⸻ ⸻ ⸻ ⸻ ⸻ ⸻: [328, 680, 474, 786]
subheading-disease: THE DISEASE INCREASING.: [33, 623, 143, 633]
headline-rise-of-navy: The Rise of the Navy.: [510, 843, 605, 854]
headline-smallpox: SMALL-POX IN HONGKONG.: [17, 609, 160, 621]
subheading-sultan: "SULTAN OF NKONDE COUNTRY.": [334, 667, 468, 677]
divider: [60, 269, 116, 270]
page-number: 6: [14, 6, 22, 23]
headline-heavy-rain: HEAVY FALL OF RAIN: [175, 388, 315, 404]
article-paragraph: Sir F. D. Bell is of opinion that the Imperial Government will not take any action in connection with the influx of Chinese into Australia until all the colonies are unanimous on the subject.: [15, 146, 162, 195]
newspaper-page: [10, 6, 1104, 1436]
article-paragraph: In the House of Commons, Sir John Gorst, replying to a question asked by Mr H. Heaton, said the Government was aware of the strong objection the Australian Governments had to the Chinese landing on their shores, and the matter was receiving the careful consideration of the Cabinet.: [15, 196, 162, 264]
poem-title-in-hoc-signo: "IN HOC SIGNO VINCE.": [978, 433, 1074, 443]
article-paragraph: ⸻ ⸻ ⸻ ⸻ ⸻ ⸻ ⸻ ⸻ ⸻ ⸻ ⸻ ⸻ ⸻ ⸻ ⸻ ⸻ ⸻ ⸻ ⸻ ⸻ ⸻ ⸻ ⸻ ⸻ ⸻ ⸻ ⸻ ⸻ ⸻ ⸻ ⸻ ⸻ ⸻ ⸻ ⸻ ⸻ ⸻ ⸻ ⸻ ⸻ ⸻ ⸻ ⸻ ⸻ ⸻ ⸻ ⸻ ⸻ ⸻ ⸻ ⸻ ⸻ ⸻ ⸻ ⸻ ⸻ ⸻ ⸻ ⸻ ⸻ ⸻ ⸻ ⸻ ⸻ ⸻ ⸻ ⸻ ⸻ ⸻ ⸻ ⸻ ⸻ ⸻ ⸻ ⸻ ⸻ ⸻ ⸻ ⸻ ⸻ ⸻ ⸻ ⸻ ⸻ ⸻ ⸻ ⸻ ⸻: [172, 416, 318, 541]
article-paragraph: ⸻ ⸻ ⸻ ⸻ ⸻ ⸻ ⸻ ⸻ ⸻ ⸻ ⸻ ⸻ ⸻ ⸻ ⸻ ⸻ ⸻ ⸻ ⸻ ⸻ ⸻ ⸻ ⸻ ⸻ ⸻ ⸻ ⸻ ⸻ ⸻ ⸻ ⸻ ⸻ ⸻ ⸻ ⸻ ⸻ ⸻ ⸻ ⸻ ⸻ ⸻ ⸻ ⸻ ⸻ ⸻ ⸻ ⸻ ⸻ ⸻ ⸻ ⸻ ⸻ ⸻ ⸻ ⸻ ⸻ ⸻ ⸻ ⸻ ⸻ ⸻ ⸻ ⸻ ⸻ ⸻ ⸻ ⸻ ⸻ ⸻ ⸻ ⸻ ⸻ ⸻ ⸻ ⸻ ⸻ ⸻ ⸻ ⸻ ⸻ ⸻ ⸻ ⸻ ⸻ ⸻ ⸻ ⸻ ⸻ ⸻ ⸻ ⸻ ⸻ ⸻ ⸻ ⸻ ⸻ ⸻ ⸻ ⸻ ⸻ ⸻ ⸻ ⸻ ⸻ ⸻ ⸻ ⸻ ⸻ ⸻ ⸻ ⸻ ⸻ ⸻ ⸻ ⸻ ⸻ ⸻ ⸻ ⸻ ⸻ ⸻ ⸻ ⸻ ⸻ ⸻ ⸻ ⸻ ⸻ ⸻ ⸻ ⸻ ⸻ ⸻ ⸻ ⸻ ⸻ ⸻ ⸻ ⸻ ⸻ ⸻ ⸻ ⸻ ⸻ ⸻ ⸻ ⸻ ⸻ ⸻ ⸻ ⸻ ⸻ ⸻ ⸻ ⸻ ⸻ ⸻ ⸻ ⸻ ⸻ ⸻ ⸻ ⸻ ⸻ ⸻ ⸻ ⸻ ⸻ ⸻ ⸻ ⸻ ⸻ ⸻ ⸻ ⸻ ⸻ ⸻ ⸻ ⸻ ⸻ ⸻ ⸻ ⸻ ⸻ ⸻ ⸻ ⸻ ⸻: [484, 571, 631, 831]
column-5: [635, 32, 791, 1436]
divider: [999, 427, 1054, 428]
article-paragraph: ⸻ ⸻ ⸻ ⸻ ⸻ ⸻ ⸻ ⸻ ⸻ ⸻ ⸻ ⸻ ⸻ ⸻ ⸻ ⸻ ⸻ ⸻ ⸻ ⸻ ⸻ ⸻ ⸻ ⸻ ⸻ ⸻ ⸻ ⸻ ⸻ ⸻ ⸻ ⸻ ⸻ ⸻ ⸻ ⸻ ⸻ ⸻ ⸻ ⸻ ⸻ ⸻ ⸻ ⸻ ⸻ ⸻ ⸻ ⸻ ⸻ ⸻ ⸻ ⸻ ⸻ ⸻ ⸻ ⸻ ⸻ ⸻ ⸻ ⸻ ⸻ ⸻ ⸻ ⸻ ⸻ ⸻ ⸻ ⸻ ⸻ ⸻ ⸻ ⸻ ⸻ ⸻ ⸻ ⸻ ⸻ ⸻ ⸻ ⸻ ⸻ ⸻ ⸻ ⸻ ⸻ ⸻ ⸻ ⸻ ⸻ ⸻ ⸻ ⸻ ⸻ ⸻ ⸻ ⸻ ⸻ ⸻ ⸻ ⸻ ⸻ ⸻ ⸻ ⸻ ⸻ ⸻ ⸻ ⸻ ⸻ ⸻ ⸻ ⸻ ⸻ ⸻ ⸻ ⸻ ⸻ ⸻ ⸻ ⸻ ⸻ ⸻ ⸻ ⸻ ⸻ ⸻ ⸻ ⸻ ⸻ ⸻ ⸻ ⸻ ⸻ ⸻ ⸻ ⸻ ⸻ ⸻ ⸻ ⸻ ⸻ ⸻ ⸻ ⸻ ⸻ ⸻ ⸻ ⸻ ⸻ ⸻ ⸻ ⸻ ⸻ ⸻ ⸻ ⸻ ⸻ ⸻ ⸻ ⸻ ⸻ ⸻ ⸻ ⸻ ⸻ ⸻ ⸻ ⸻ ⸻ ⸻ ⸻ ⸻ ⸻ ⸻ ⸻ ⸻ ⸻ ⸻ ⸻ ⸻ ⸻ ⸻ ⸻ ⸻ ⸻ ⸻ ⸻ ⸻ ⸻ ⸻ ⸻ ⸻ ⸻ ⸻ ⸻ ⸻ ⸻ ⸻ ⸻ ⸻ ⸻ ⸻ ⸻ ⸻ ⸻ ⸻ ⸻ ⸻ ⸻ ⸻ ⸻ ⸻ ⸻ ⸻ ⸻ ⸻ ⸻ ⸻ ⸻ ⸻ ⸻ ⸻ ⸻ ⸻ ⸻ ⸻ ⸻ ⸻ ⸻ ⸻ ⸻ ⸻ ⸻ ⸻ ⸻ ⸻ ⸻ ⸻ ⸻ ⸻ ⸻ ⸻ ⸻ ⸻ ⸻ ⸻ ⸻ ⸻ ⸻ ⸻ ⸻ ⸻ ⸻ ⸻ ⸻ ⸻ ⸻ ⸻ ⸻ ⸻ ⸻ ⸻ ⸻ ⸻: [328, 52, 474, 416]
dateline: Sydney, May 11.: [114, 462, 162, 471]
headline-lost-in-bush: LOST IN THE BUSH.: [963, 595, 1089, 611]
signature: W. E. Willis.: [276, 120, 314, 129]
article-paragraph: ⸻ ⸻ ⸻ ⸻ ⸻ ⸻ ⸻ ⸻ ⸻ ⸻ ⸻ ⸻ ⸻ ⸻ ⸻ ⸻ ⸻ ⸻ ⸻ ⸻ ⸻ ⸻ ⸻ ⸻ ⸻ ⸻ ⸻ ⸻ ⸻ ⸻ ⸻ ⸻ ⸻ ⸻ ⸻ ⸻ ⸻ ⸻ ⸻ ⸻ ⸻ ⸻ ⸻ ⸻ ⸻ ⸻ ⸻ ⸻ ⸻ ⸻ ⸻ ⸻ ⸻ ⸻ ⸻ ⸻ ⸻ ⸻ ⸻ ⸻: [641, 32, 787, 118]
divider: [60, 58, 116, 59]
article-paragraph: ⸻ ⸻ ⸻ ⸻ ⸻ ⸻ ⸻ ⸻ ⸻ ⸻ ⸻ ⸻ ⸻ ⸻ ⸻ ⸻ ⸻ ⸻ ⸻ ⸻ ⸻ ⸻ ⸻ ⸻ ⸻ ⸻ ⸻ ⸻ ⸻ ⸻ ⸻ ⸻ ⸻ ⸻ ⸻ ⸻ ⸻ ⸻ ⸻ ⸻ ⸻ ⸻ ⸻ ⸻ ⸻ ⸻ ⸻ ⸻ ⸻ ⸻ ⸻ ⸻ ⸻ ⸻ ⸻ ⸻: [172, 32, 318, 118]
divider: [999, 589, 1054, 590]
